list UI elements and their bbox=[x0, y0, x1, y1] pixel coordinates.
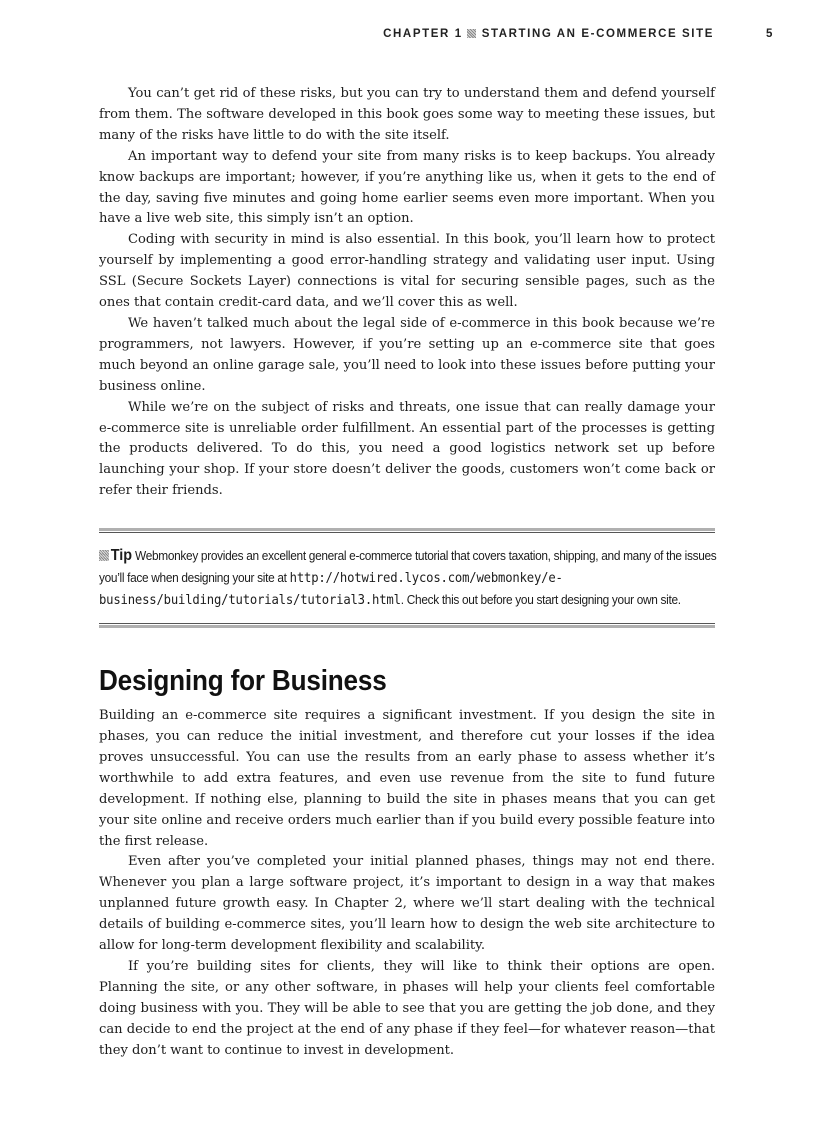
running-header bbox=[0, 28, 816, 44]
tip-url-link[interactable]: http://hotwired.lycos.com/webmonkey/e-business/building/tutorials/tutorial3.html bbox=[99, 570, 563, 609]
paragraph: While we’re on the subject of risks and threats, one issue that can really damage your e-commerce site is unreliable order fulfillment. An essential part of the processes is getting the products delivered. To do this, you need a good logistics network set up before launching your shop. If your store doesn’t deliver the goods, customers won’t come back or refer their friends. bbox=[99, 399, 715, 499]
paragraph: You can’t get rid of these risks, but you can try to understand them and defend yourself from them. The software developed in this book goes some way to meeting these issues, but many of the risks have little to do with the site itself. bbox=[99, 86, 715, 143]
paragraph: If you’re building sites for clients, they will like to think their options are open. Planning the site, or any other software, in phases will help your clients feel comfortable doing business with you. They will be able to see that you are getting the job done, and they can decide to end the project at the end of any phase if they feel—for whatever reason—that they don’t want to continue to invest in development. bbox=[99, 959, 715, 1058]
chapter-label: CHAPTER 1 bbox=[383, 28, 463, 40]
chapter-title: STARTING AN E-COMMERCE SITE bbox=[481, 28, 714, 40]
square-separator-icon bbox=[467, 29, 476, 38]
page-number: 5 bbox=[766, 28, 774, 40]
paragraph: We haven’t talked much about the legal side of e-commerce in this book because we’re programmers, not lawyers. However, if you’re setting up an e-commerce site that goes much beyond an online garage sale, you’ll need to look into these issues before putting your business online. bbox=[99, 315, 715, 394]
tip-label: Tip bbox=[110, 547, 133, 565]
tip-marker-icon bbox=[99, 550, 109, 561]
tip-body-end: . Check this out before you start designing your own site. bbox=[400, 592, 681, 608]
tip-body: Webmonkey provides an excellent general e-commerce tutorial that covers taxation, shipping, and many of the issues you’ll face when designing your site at bbox=[99, 548, 717, 586]
tip-text bbox=[99, 545, 720, 611]
paragraph: An important way to defend your site from many risks is to keep backups. You already know backups are important; however, if you’re anything like us, when it gets to the end of the day, saving five minutes and going home earlier seems even more important. When you have a live web site, this simply isn’t an option. bbox=[99, 148, 715, 227]
running-title bbox=[383, 28, 714, 40]
paragraph: Coding with security in mind is also essential. In this book, you’ll learn how to protect yourself by implementing a good error-handling strategy and validating user input. Using SSL (Secure Sockets Layer) connections is vital for securing sensible pages, such as the ones that contain credit-card data, and we’ll cover this as well. bbox=[99, 232, 715, 311]
section-heading: Designing for Business bbox=[99, 665, 387, 698]
paragraph: Even after you’ve completed your initial planned phases, things may not end there. Whenever you plan a large software project, it’s important to design in a way that makes unplanned future growth easy. In Chapter 2, where we’ll start dealing with the technical details of building e-commerce sites, you’ll learn how to design the web site architecture to allow for long-term development flexibility and scalability. bbox=[99, 854, 715, 954]
page-content bbox=[99, 84, 715, 1062]
tip-box bbox=[99, 528, 715, 628]
paragraph: Building an e-commerce site requires a significant investment. If you design the site in phases, you can reduce the initial investment, and therefore cut your losses if the idea proves unsuccessful. You can use the results from an early phase to assess whether it’s worthwhile to add extra features, and even use revenue from the site to fund future development. If nothing else, planning to build the site in phases means that you can get your site online and receive orders much earlier than if you build every possible feature into the first release. bbox=[99, 708, 715, 849]
